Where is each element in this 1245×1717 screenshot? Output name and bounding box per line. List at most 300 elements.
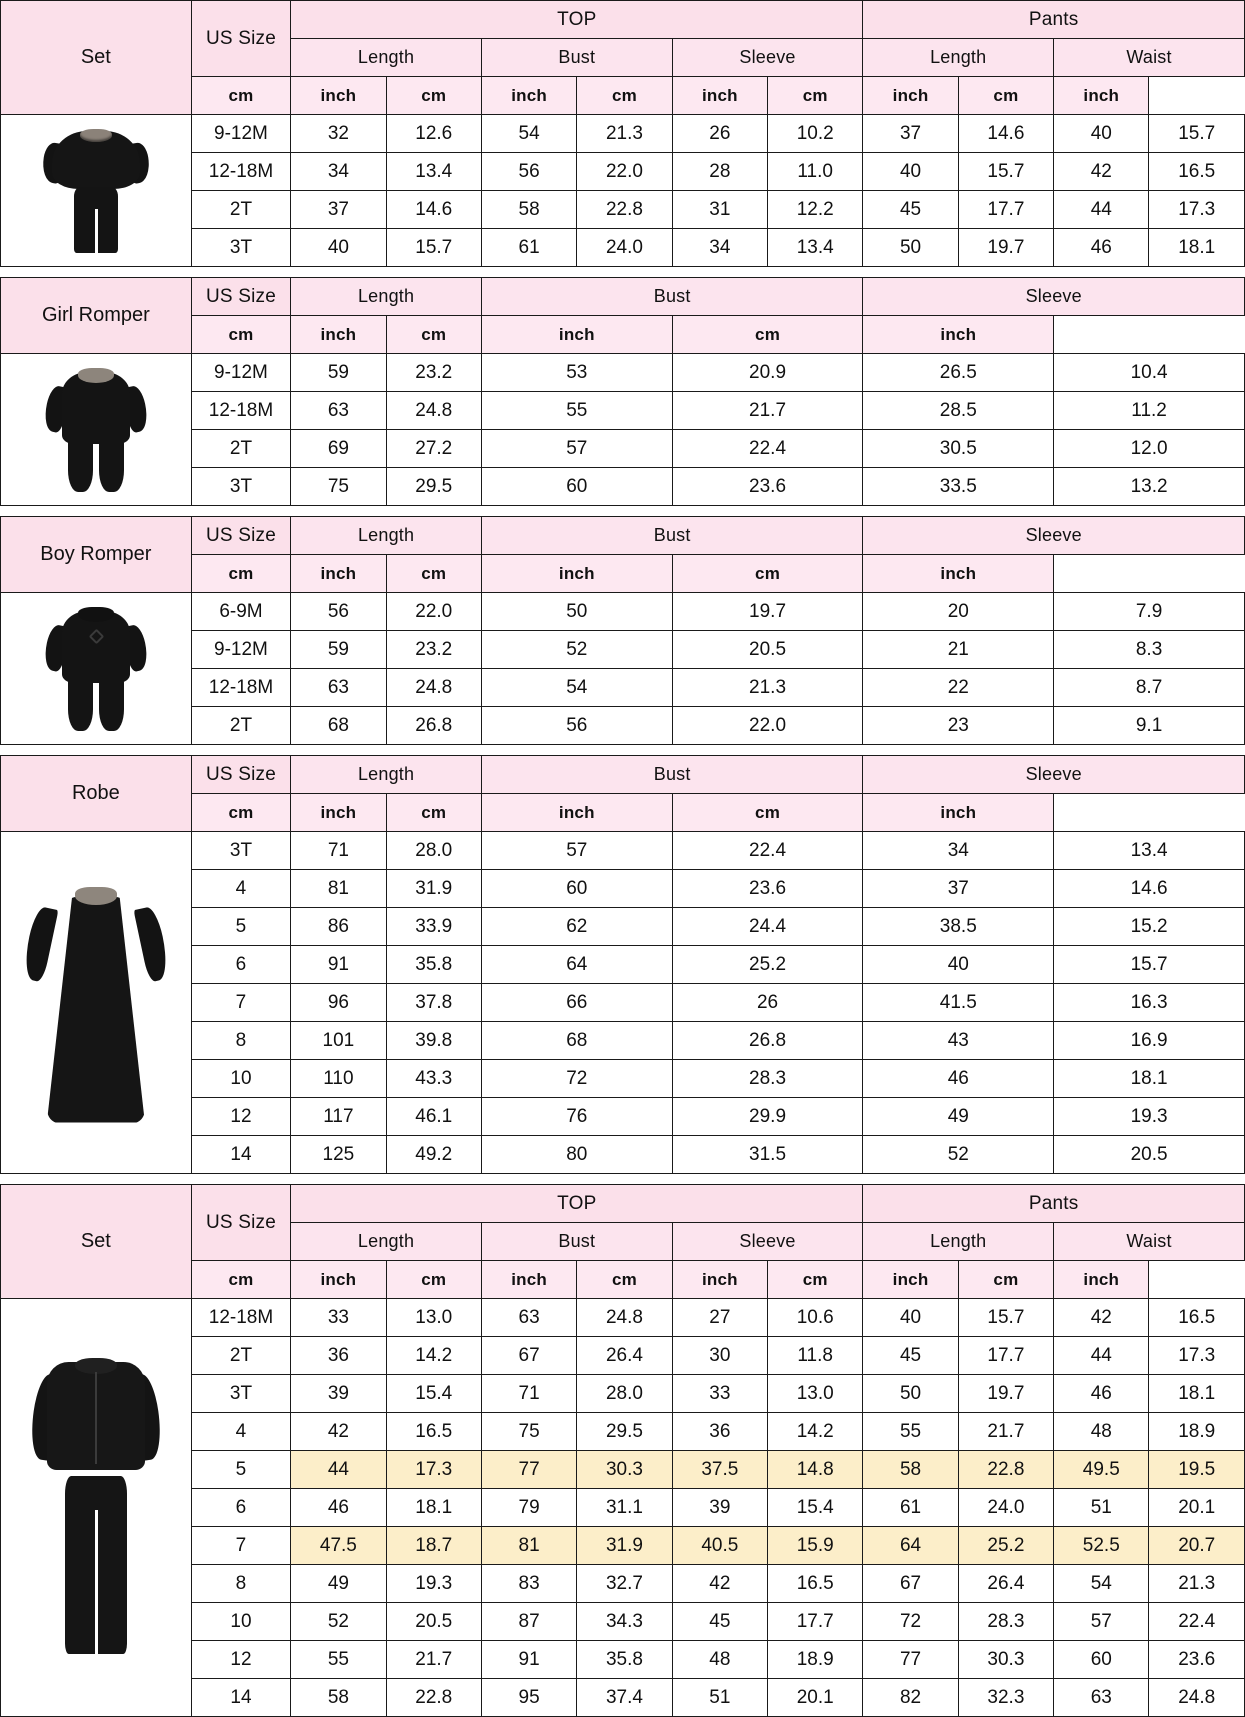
category-label-robe: Robe (1, 756, 192, 832)
measure-value: 21.7 (386, 1641, 481, 1679)
measure-value: 11.2 (1054, 392, 1245, 430)
measure-value: 80 (481, 1136, 672, 1174)
measure-value: 30.3 (577, 1451, 672, 1489)
table-row (1, 115, 1245, 153)
measure-header-bust-girl-romper: Bust (481, 278, 862, 316)
measure-value: 57 (1054, 1603, 1149, 1641)
measure-value: 83 (481, 1565, 576, 1603)
measure-value: 19.7 (958, 229, 1053, 267)
measure-value: 15.7 (1054, 946, 1245, 984)
garment-image-cell-boy-romper (1, 593, 192, 745)
measure-value: 17.7 (958, 191, 1053, 229)
measure-value: 59 (291, 631, 386, 669)
group-header-top-set-top-pants-1: TOP (291, 1, 863, 39)
measure-value: 17.7 (958, 1337, 1053, 1375)
measure-header-sleeve-top-set-top-pants-1: Sleeve (672, 39, 863, 77)
measure-value: 20.7 (1149, 1527, 1245, 1565)
measure-value: 24.8 (386, 669, 481, 707)
measure-header-length-girl-romper: Length (291, 278, 482, 316)
measure-value: 28.0 (386, 832, 481, 870)
unit-header-cm-1-set-top-pants-1: cm (386, 77, 481, 115)
us-size-value: 12-18M (191, 669, 290, 707)
us-size-value: 3T (191, 468, 290, 506)
measure-value: 25.2 (958, 1527, 1053, 1565)
measure-value: 15.4 (768, 1489, 863, 1527)
measure-value: 16.9 (1054, 1022, 1245, 1060)
garment-image-cell-set-top-pants-1 (1, 115, 192, 267)
measure-value: 49.5 (1054, 1451, 1149, 1489)
measure-value: 117 (291, 1098, 386, 1136)
measure-value: 13.4 (768, 229, 863, 267)
unit-header-cm-0-boy-romper: cm (191, 555, 290, 593)
measure-value: 26 (672, 984, 863, 1022)
measure-value: 60 (481, 468, 672, 506)
measure-value: 30.5 (863, 430, 1054, 468)
us-size-header-set-top-pants-1: US Size (191, 1, 290, 77)
measure-value: 67 (481, 1337, 576, 1375)
measure-value: 48 (672, 1641, 767, 1679)
size-table-set-top-pants-1 (0, 0, 1245, 267)
measure-value: 50 (863, 1375, 958, 1413)
measure-value: 44 (1054, 1337, 1149, 1375)
us-size-value: 2T (191, 1337, 290, 1375)
measure-value: 77 (863, 1641, 958, 1679)
measure-value: 63 (481, 1299, 576, 1337)
measure-value: 48 (1054, 1413, 1149, 1451)
measure-value: 63 (291, 669, 386, 707)
measure-value: 62 (481, 908, 672, 946)
measure-header-waist-pants-set-top-pants-2: Waist (1054, 1223, 1245, 1261)
table-row (1, 832, 1245, 870)
measure-value: 37.4 (577, 1679, 672, 1717)
measure-value: 58 (291, 1679, 386, 1717)
us-size-value: 3T (191, 832, 290, 870)
measure-value: 39 (291, 1375, 386, 1413)
measure-value: 22.4 (672, 832, 863, 870)
us-size-value: 8 (191, 1565, 290, 1603)
measure-value: 33 (672, 1375, 767, 1413)
measure-value: 15.7 (958, 153, 1053, 191)
measure-value: 15.4 (386, 1375, 481, 1413)
measure-value: 71 (481, 1375, 576, 1413)
measure-value: 46 (863, 1060, 1054, 1098)
measure-value: 37.5 (672, 1451, 767, 1489)
measure-value: 45 (672, 1603, 767, 1641)
measure-value: 11.8 (768, 1337, 863, 1375)
measure-value: 24.4 (672, 908, 863, 946)
measure-value: 20.5 (386, 1603, 481, 1641)
unit-header-cm-2-boy-romper: cm (672, 555, 863, 593)
measure-value: 16.3 (1054, 984, 1245, 1022)
us-size-value: 2T (191, 430, 290, 468)
measure-value: 32.3 (958, 1679, 1053, 1717)
unit-header-inch-0-set-top-pants-2: inch (291, 1261, 386, 1299)
measure-value: 20.5 (672, 631, 863, 669)
unit-header-inch-3-set-top-pants-2: inch (863, 1261, 958, 1299)
measure-value: 101 (291, 1022, 386, 1060)
measure-value: 11.0 (768, 153, 863, 191)
us-size-value: 3T (191, 1375, 290, 1413)
measure-value: 51 (672, 1679, 767, 1717)
measure-value: 67 (863, 1565, 958, 1603)
unit-header-inch-2-set-top-pants-1: inch (672, 77, 767, 115)
measure-value: 17.3 (1149, 191, 1245, 229)
table-separator (0, 506, 1245, 516)
us-size-value: 12 (191, 1098, 290, 1136)
measure-value: 31 (672, 191, 767, 229)
measure-value: 52 (863, 1136, 1054, 1174)
measure-value: 68 (291, 707, 386, 745)
measure-value: 28 (672, 153, 767, 191)
measure-value: 31.9 (577, 1527, 672, 1565)
measure-value: 55 (481, 392, 672, 430)
measure-value: 42 (672, 1565, 767, 1603)
measure-value: 49 (291, 1565, 386, 1603)
measure-value: 26 (672, 115, 767, 153)
measure-value: 12.2 (768, 191, 863, 229)
unit-header-inch-1-set-top-pants-1: inch (481, 77, 576, 115)
measure-value: 28.3 (958, 1603, 1053, 1641)
unit-header-inch-1-robe: inch (481, 794, 672, 832)
measure-value: 22.4 (672, 430, 863, 468)
group-header-pants-set-top-pants-1: Pants (863, 1, 1245, 39)
garment-image-cell-robe (1, 832, 192, 1174)
group-header-top-set-top-pants-2: TOP (291, 1185, 863, 1223)
us-size-value: 12-18M (191, 1299, 290, 1337)
measure-value: 31.1 (577, 1489, 672, 1527)
measure-value: 42 (291, 1413, 386, 1451)
measure-value: 7.9 (1054, 593, 1245, 631)
measure-value: 47.5 (291, 1527, 386, 1565)
measure-value: 57 (481, 832, 672, 870)
measure-value: 8.3 (1054, 631, 1245, 669)
measure-value: 64 (863, 1527, 958, 1565)
measure-value: 16.5 (1149, 1299, 1245, 1337)
measure-value: 58 (481, 191, 576, 229)
measure-value: 16.5 (768, 1565, 863, 1603)
measure-value: 43 (863, 1022, 1054, 1060)
us-size-value: 10 (191, 1603, 290, 1641)
measure-value: 20.1 (768, 1679, 863, 1717)
measure-value: 18.9 (768, 1641, 863, 1679)
table-separator (0, 1174, 1245, 1184)
measure-value: 42 (1054, 1299, 1149, 1337)
unit-header-cm-1-set-top-pants-2: cm (386, 1261, 481, 1299)
measure-value: 66 (481, 984, 672, 1022)
measure-value: 40 (1054, 115, 1149, 153)
measure-value: 27 (672, 1299, 767, 1337)
measure-value: 57 (481, 430, 672, 468)
us-size-value: 7 (191, 984, 290, 1022)
measure-value: 23 (863, 707, 1054, 745)
measure-value: 71 (291, 832, 386, 870)
us-size-header-girl-romper: US Size (191, 278, 290, 316)
measure-value: 33 (291, 1299, 386, 1337)
us-size-header-robe: US Size (191, 756, 290, 794)
garment-image-girl-romper (36, 366, 156, 494)
measure-header-length-robe: Length (291, 756, 482, 794)
us-size-value: 4 (191, 1413, 290, 1451)
measure-value: 34 (672, 229, 767, 267)
measure-value: 18.7 (386, 1527, 481, 1565)
us-size-value: 5 (191, 1451, 290, 1489)
measure-value: 24.0 (958, 1489, 1053, 1527)
measure-value: 19.3 (1054, 1098, 1245, 1136)
measure-value: 32.7 (577, 1565, 672, 1603)
us-size-header-set-top-pants-2: US Size (191, 1185, 290, 1261)
measure-value: 12.0 (1054, 430, 1245, 468)
measure-value: 50 (863, 229, 958, 267)
category-label-set-top-pants-2: Set (1, 1185, 192, 1299)
measure-value: 46 (1054, 229, 1149, 267)
measure-value: 29.5 (577, 1413, 672, 1451)
header-row-group (1, 1, 1245, 39)
measure-value: 87 (481, 1603, 576, 1641)
measure-value: 22.8 (386, 1679, 481, 1717)
category-label-girl-romper: Girl Romper (1, 278, 192, 354)
measure-value: 18.1 (1149, 229, 1245, 267)
unit-header-inch-2-girl-romper: inch (863, 316, 1054, 354)
unit-header-cm-2-set-top-pants-1: cm (577, 77, 672, 115)
measure-value: 125 (291, 1136, 386, 1174)
measure-value: 46.1 (386, 1098, 481, 1136)
unit-header-inch-0-boy-romper: inch (291, 555, 386, 593)
measure-value: 40 (291, 229, 386, 267)
garment-image-boy-romper (36, 605, 156, 733)
measure-value: 31.9 (386, 870, 481, 908)
us-size-value: 9-12M (191, 115, 290, 153)
measure-value: 25.2 (672, 946, 863, 984)
table-separator (0, 745, 1245, 755)
measure-value: 19.3 (386, 1565, 481, 1603)
measure-value: 77 (481, 1451, 576, 1489)
measure-value: 39 (672, 1489, 767, 1527)
measure-value: 24.8 (577, 1299, 672, 1337)
measure-value: 14.6 (958, 115, 1053, 153)
measure-value: 44 (1054, 191, 1149, 229)
measure-value: 17.7 (768, 1603, 863, 1641)
measure-value: 37 (863, 870, 1054, 908)
measure-value: 55 (291, 1641, 386, 1679)
unit-header-cm-1-robe: cm (386, 794, 481, 832)
garment-image-robe (21, 877, 171, 1129)
measure-header-bust-top-set-top-pants-2: Bust (481, 1223, 672, 1261)
measure-value: 81 (291, 870, 386, 908)
measure-value: 22 (863, 669, 1054, 707)
measure-value: 49.2 (386, 1136, 481, 1174)
table-row (1, 593, 1245, 631)
us-size-value: 10 (191, 1060, 290, 1098)
measure-value: 10.2 (768, 115, 863, 153)
measure-value: 22.4 (1149, 1603, 1245, 1641)
measure-value: 72 (863, 1603, 958, 1641)
measure-value: 29.5 (386, 468, 481, 506)
us-size-value: 6-9M (191, 593, 290, 631)
unit-header-inch-0-robe: inch (291, 794, 386, 832)
measure-value: 63 (291, 392, 386, 430)
table-separator (0, 267, 1245, 277)
measure-value: 13.2 (1054, 468, 1245, 506)
unit-header-inch-0-girl-romper: inch (291, 316, 386, 354)
unit-header-inch-2-boy-romper: inch (863, 555, 1054, 593)
unit-header-cm-1-girl-romper: cm (386, 316, 481, 354)
measure-value: 12.6 (386, 115, 481, 153)
measure-header-sleeve-top-set-top-pants-2: Sleeve (672, 1223, 863, 1261)
unit-header-inch-1-boy-romper: inch (481, 555, 672, 593)
unit-header-cm-4-set-top-pants-2: cm (958, 1261, 1053, 1299)
measure-value: 50 (481, 593, 672, 631)
measure-value: 55 (863, 1413, 958, 1451)
measure-value: 52 (481, 631, 672, 669)
header-row-group (1, 278, 1245, 316)
measure-value: 86 (291, 908, 386, 946)
measure-value: 75 (481, 1413, 576, 1451)
measure-value: 16.5 (1149, 153, 1245, 191)
measure-value: 39.8 (386, 1022, 481, 1060)
measure-value: 22.0 (386, 593, 481, 631)
measure-value: 14.2 (386, 1337, 481, 1375)
us-size-value: 12-18M (191, 392, 290, 430)
measure-header-bust-top-set-top-pants-1: Bust (481, 39, 672, 77)
measure-value: 10.6 (768, 1299, 863, 1337)
measure-value: 54 (481, 669, 672, 707)
measure-value: 91 (481, 1641, 576, 1679)
measure-value: 15.7 (386, 229, 481, 267)
us-size-value: 2T (191, 191, 290, 229)
measure-value: 37 (291, 191, 386, 229)
measure-value: 19.7 (958, 1375, 1053, 1413)
measure-value: 44 (291, 1451, 386, 1489)
measure-value: 13.4 (1054, 832, 1245, 870)
measure-value: 14.6 (386, 191, 481, 229)
us-size-value: 14 (191, 1679, 290, 1717)
measure-value: 40 (863, 946, 1054, 984)
measure-value: 40.5 (672, 1527, 767, 1565)
measure-value: 96 (291, 984, 386, 1022)
measure-header-sleeve-girl-romper: Sleeve (863, 278, 1245, 316)
measure-value: 38.5 (863, 908, 1054, 946)
measure-value: 56 (481, 707, 672, 745)
measure-value: 28.3 (672, 1060, 863, 1098)
measure-value: 40 (863, 153, 958, 191)
us-size-value: 2T (191, 707, 290, 745)
measure-value: 22.0 (672, 707, 863, 745)
measure-value: 60 (481, 870, 672, 908)
us-size-value: 4 (191, 870, 290, 908)
measure-value: 19.5 (1149, 1451, 1245, 1489)
measure-value: 18.1 (1149, 1375, 1245, 1413)
measure-header-waist-pants-set-top-pants-1: Waist (1054, 39, 1245, 77)
measure-value: 61 (481, 229, 576, 267)
measure-value: 54 (1054, 1565, 1149, 1603)
measure-value: 9.1 (1054, 707, 1245, 745)
unit-header-cm-1-boy-romper: cm (386, 555, 481, 593)
measure-value: 35.8 (577, 1641, 672, 1679)
measure-value: 13.0 (768, 1375, 863, 1413)
unit-header-cm-3-set-top-pants-2: cm (768, 1261, 863, 1299)
us-size-value: 14 (191, 1136, 290, 1174)
us-size-header-boy-romper: US Size (191, 517, 290, 555)
measure-value: 56 (291, 593, 386, 631)
measure-header-length-pants-set-top-pants-2: Length (863, 1223, 1054, 1261)
measure-value: 69 (291, 430, 386, 468)
measure-value: 32 (291, 115, 386, 153)
measure-value: 15.2 (1054, 908, 1245, 946)
measure-header-length-top-set-top-pants-2: Length (291, 1223, 482, 1261)
measure-value: 17.3 (386, 1451, 481, 1489)
measure-value: 68 (481, 1022, 672, 1060)
measure-value: 30.3 (958, 1641, 1053, 1679)
measure-value: 28.5 (863, 392, 1054, 430)
measure-value: 17.3 (1149, 1337, 1245, 1375)
measure-value: 24.8 (1149, 1679, 1245, 1717)
measure-value: 22.8 (577, 191, 672, 229)
measure-value: 46 (1054, 1375, 1149, 1413)
measure-value: 46 (291, 1489, 386, 1527)
measure-value: 45 (863, 1337, 958, 1375)
measure-value: 37 (863, 115, 958, 153)
measure-header-bust-robe: Bust (481, 756, 862, 794)
measure-header-length-pants-set-top-pants-1: Length (863, 39, 1054, 77)
us-size-value: 3T (191, 229, 290, 267)
measure-value: 26.8 (672, 1022, 863, 1060)
measure-value: 10.4 (1054, 354, 1245, 392)
measure-header-length-boy-romper: Length (291, 517, 482, 555)
measure-value: 91 (291, 946, 386, 984)
unit-header-cm-0-robe: cm (191, 794, 290, 832)
measure-value: 21 (863, 631, 1054, 669)
us-size-value: 6 (191, 1489, 290, 1527)
us-size-value: 9-12M (191, 354, 290, 392)
us-size-value: 12-18M (191, 153, 290, 191)
category-label-boy-romper: Boy Romper (1, 517, 192, 593)
measure-value: 52 (291, 1603, 386, 1641)
group-header-pants-set-top-pants-2: Pants (863, 1185, 1245, 1223)
unit-header-inch-0-set-top-pants-1: inch (291, 77, 386, 115)
measure-value: 15.7 (1149, 115, 1245, 153)
measure-value: 34 (291, 153, 386, 191)
us-size-value: 8 (191, 1022, 290, 1060)
measure-value: 41.5 (863, 984, 1054, 1022)
measure-value: 27.2 (386, 430, 481, 468)
us-size-value: 9-12M (191, 631, 290, 669)
unit-header-inch-4-set-top-pants-2: inch (1054, 1261, 1149, 1299)
measure-value: 40 (863, 1299, 958, 1337)
measure-value: 23.6 (672, 870, 863, 908)
measure-value: 26.4 (958, 1565, 1053, 1603)
unit-header-inch-1-set-top-pants-2: inch (481, 1261, 576, 1299)
measure-value: 20.1 (1149, 1489, 1245, 1527)
measure-value: 21.3 (672, 669, 863, 707)
measure-value: 53 (481, 354, 672, 392)
us-size-value: 7 (191, 1527, 290, 1565)
unit-header-cm-0-set-top-pants-1: cm (191, 77, 290, 115)
measure-value: 72 (481, 1060, 672, 1098)
us-size-value: 12 (191, 1641, 290, 1679)
measure-value: 23.2 (386, 631, 481, 669)
measure-value: 56 (481, 153, 576, 191)
header-row-group (1, 1185, 1245, 1223)
measure-value: 33.9 (386, 908, 481, 946)
measure-value: 20.9 (672, 354, 863, 392)
size-table-girl-romper (0, 277, 1245, 506)
measure-value: 28.0 (577, 1375, 672, 1413)
unit-header-cm-4-set-top-pants-1: cm (958, 77, 1053, 115)
measure-value: 36 (291, 1337, 386, 1375)
measure-value: 45 (863, 191, 958, 229)
unit-header-inch-2-set-top-pants-2: inch (672, 1261, 767, 1299)
measure-value: 58 (863, 1451, 958, 1489)
